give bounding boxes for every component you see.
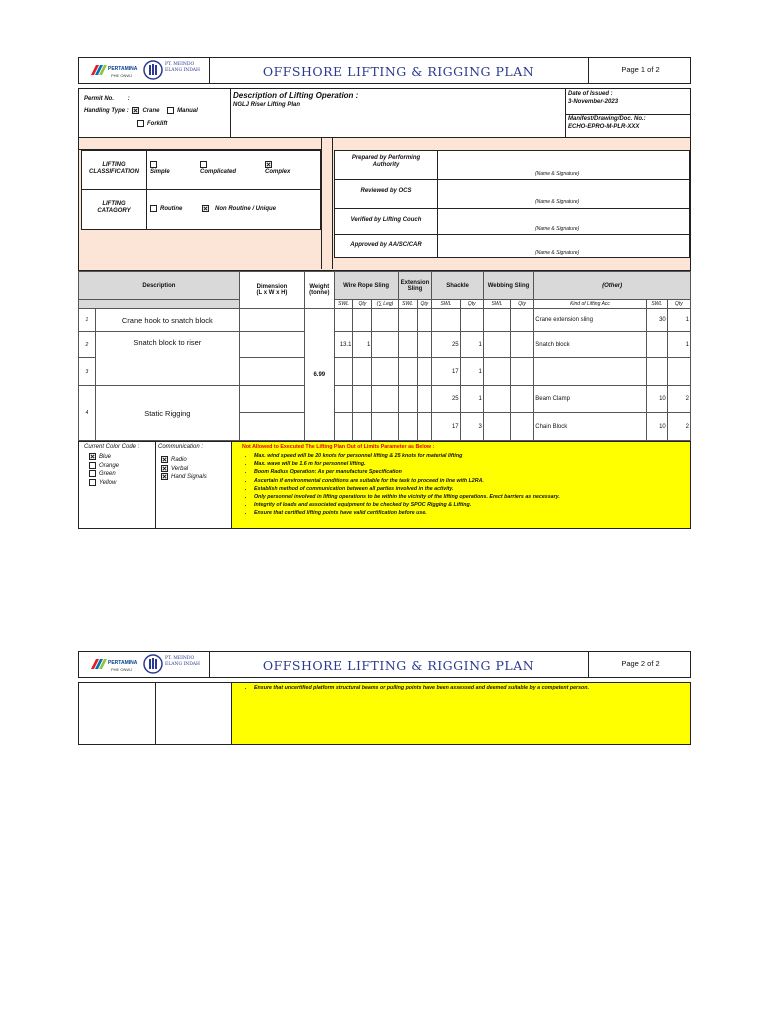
weight-value: 6.99 <box>305 309 334 441</box>
table-row <box>79 332 691 358</box>
page1-header <box>78 57 691 84</box>
wr-qty <box>353 358 372 386</box>
o-swl <box>646 332 667 358</box>
complicated-checkbox[interactable] <box>200 161 207 168</box>
page2-header <box>78 651 691 678</box>
row-no: 3 <box>79 358 96 386</box>
simple-checkbox[interactable] <box>150 161 157 168</box>
sh-qty: 1 <box>460 332 483 358</box>
row-no: 1 <box>79 309 96 332</box>
row-desc: Static Rigging <box>95 386 239 441</box>
complicated-label: Complicated <box>200 168 237 175</box>
manifest-label: Manifest/Drawing/Doc. No.: <box>568 116 646 122</box>
row-desc: Crane hook to snatch block <box>95 309 239 332</box>
logo-area-2 <box>79 652 210 677</box>
ext-qty-head: Qty <box>417 300 432 309</box>
wr-swl <box>334 309 353 332</box>
meindo-logo-icon <box>143 60 163 80</box>
sh-qty: 1 <box>460 358 483 386</box>
logo2-text: PT. MEINDO <box>165 656 195 661</box>
header-dimension: Dimension <box>256 284 288 290</box>
o-swl <box>646 358 667 386</box>
permit-colon: : <box>127 96 130 102</box>
color-blue: Blue <box>99 454 112 461</box>
complex-label: Complex <box>265 168 291 175</box>
lifting-classification-label: LIFTING CLASSIFICATION <box>89 162 139 175</box>
limits-panel <box>232 442 690 528</box>
table-row <box>79 386 691 413</box>
logo1-sub: PHE ONWJ <box>111 73 133 78</box>
lifting-category-label: LIFTING CATAGORY <box>97 201 131 214</box>
routine-checkbox[interactable] <box>150 205 157 212</box>
page2-title: OFFSHORE LIFTING & RIGGING PLAN <box>262 658 535 673</box>
wr-swl: 13.1 <box>334 332 353 358</box>
limit-item: • Max. wave will be 1.6 m for personnel lifting. <box>254 460 704 468</box>
o-qty <box>667 358 690 386</box>
header-webbing: Webbing Sling <box>483 272 533 300</box>
limit-item: • Ensure that uncertified platform structural beams or pulling points have been assessed and deemed suitable by a competent person. <box>254 684 704 692</box>
o-qty: 2 <box>667 386 690 413</box>
approval-approved-sig: (Name & Signature) <box>535 250 580 256</box>
approval-prepared-label: Prepared by Performing Authority <box>351 155 421 168</box>
header-extension: Extension <box>400 279 430 286</box>
crane-label: Crane <box>142 108 160 115</box>
radio-checkbox[interactable] <box>161 456 168 463</box>
approval-verified-label: Verified by Lifting Couch <box>350 217 422 223</box>
o-qty: 1 <box>667 309 690 332</box>
header-weight: Weight <box>309 284 330 290</box>
row-no: 4 <box>79 386 96 441</box>
classification-table <box>81 150 321 230</box>
date-label: Date of Issued : <box>568 91 613 97</box>
page2-limits-block <box>78 682 691 745</box>
logo2-sub: ELANG INDAH <box>165 662 200 667</box>
color-code-label: Current Color Code : <box>84 444 140 450</box>
wr-qty: 1 <box>353 332 372 358</box>
communication-label: Communication : <box>158 444 204 450</box>
limit-item: • Only personnel involved in lifting operations to be within the vicinity of the lifting operations. Erect barriers as necessary. <box>254 493 704 501</box>
header-description: Description <box>79 272 240 300</box>
page1-number: Page 1 of 2 <box>621 65 660 74</box>
kind: Chain Block <box>534 413 647 441</box>
header-weight-sub: (tonne) <box>309 290 330 296</box>
non-routine-checkbox[interactable] <box>202 205 209 212</box>
o-swl-head: SWL <box>646 300 667 309</box>
forklift-checkbox[interactable] <box>137 120 144 127</box>
logo1-text: PERTAMINA <box>108 660 138 666</box>
limit-item: • Integrity of loads and associated equipment to be checked by SPOC Rigging & Lifting. <box>254 501 704 509</box>
o-swl: 30 <box>646 309 667 332</box>
wb-qty-head: Qty <box>511 300 534 309</box>
approval-verified-sig: (Name & Signature) <box>535 226 580 232</box>
meindo-logo-icon <box>143 654 163 674</box>
crane-checkbox[interactable] <box>132 107 139 114</box>
kind <box>534 358 647 386</box>
complex-checkbox[interactable] <box>265 161 272 168</box>
description-value: NGLJ Riser Lifting Plan <box>233 102 301 108</box>
logo-area <box>79 58 210 83</box>
permit-block <box>78 88 691 138</box>
header-dimension-sub: (L x W x H) <box>256 290 288 296</box>
approval-reviewed-sig: (Name & Signature) <box>535 199 580 205</box>
color-green: Green <box>99 471 116 478</box>
orange-checkbox[interactable] <box>89 462 96 469</box>
yellow-checkbox[interactable] <box>89 479 96 486</box>
classification-block <box>78 138 691 271</box>
o-qty-head: Qty <box>667 300 690 309</box>
kind: Crane extension sling <box>534 309 647 332</box>
limits-list <box>232 452 704 518</box>
wr-qty <box>353 413 372 441</box>
kind: Snatch block <box>534 332 647 358</box>
rigging-table <box>78 271 691 441</box>
header-shackle: Shackle <box>432 272 484 300</box>
o-swl: 10 <box>646 413 667 441</box>
routine-label: Routine <box>160 206 183 213</box>
hand-signals-checkbox[interactable] <box>161 473 168 480</box>
color-orange: Orange <box>99 462 120 469</box>
wr-qty <box>353 309 372 332</box>
handling-type-label: Handling Type : <box>84 108 129 115</box>
page1-title: OFFSHORE LIFTING & RIGGING PLAN <box>262 64 535 79</box>
approval-reviewed-label: Reviewed by OCS <box>360 188 412 194</box>
o-qty: 1 <box>667 332 690 358</box>
color-yellow: Yellow <box>99 479 117 486</box>
wr-swl <box>334 413 353 441</box>
sh-swl: 17 <box>432 358 460 386</box>
sh-qty: 3 <box>460 413 483 441</box>
approval-approved-label: Approved by AA/SC/CAR <box>350 242 422 248</box>
page2-limits-panel <box>232 683 690 744</box>
sh-qty <box>460 309 483 332</box>
o-qty: 2 <box>667 413 690 441</box>
header-extension-sub: Sling <box>407 285 423 292</box>
sh-qty: 1 <box>460 386 483 413</box>
comm-verbal: Verbal <box>171 465 189 472</box>
sh-swl: 25 <box>432 332 460 358</box>
limit-item: • Max. wind speed will be 20 knots for personnel lifting & 25 knots for material lifting <box>254 452 704 460</box>
comm-radio: Radio <box>171 457 187 464</box>
limit-item: • Ascertain if environmental conditions are suitable for the task to proceed in line with L2RA. <box>254 477 704 485</box>
wr-swl <box>334 358 353 386</box>
o-swl: 10 <box>646 386 667 413</box>
green-checkbox[interactable] <box>89 470 96 477</box>
pertamina-logo-icon <box>91 659 107 669</box>
sh-swl: 17 <box>432 413 460 441</box>
limit-item: • Ensure that certified lifting points have valid certification before use. <box>254 509 704 517</box>
page2-number: Page 2 of 2 <box>621 659 660 668</box>
limit-item: • Establish method of communication between all parties involved in the activity. <box>254 485 704 493</box>
legend-block <box>78 441 691 529</box>
manifest-value: ECHO-EPRO-M-PLR-XXX <box>568 124 640 130</box>
blue-checkbox[interactable] <box>89 453 96 460</box>
sh-swl <box>432 309 460 332</box>
permit-label: Permit No. <box>84 96 115 102</box>
header-other: (Other) <box>534 272 691 300</box>
date-value: 3-November-2023 <box>568 99 619 105</box>
simple-label: Simple <box>150 168 170 175</box>
row-no: 2 <box>79 332 96 358</box>
description-label: Description of Lifting Operation : <box>233 91 359 100</box>
manual-label: Manual <box>177 108 198 115</box>
wr-swl <box>334 386 353 413</box>
logo1-text: PERTAMINA <box>108 66 138 72</box>
sh-qty-head: Qty <box>460 300 483 309</box>
wr-swl-head: SWL <box>334 300 353 309</box>
limit-item: • Boom Radius Operation: As per manufacture Specification <box>254 468 704 476</box>
verbal-checkbox[interactable] <box>161 465 168 472</box>
row-desc: Snatch block to riser <box>95 332 239 386</box>
ext-swl-head: SWL <box>398 300 417 309</box>
manual-checkbox[interactable] <box>167 107 174 114</box>
wr-qty <box>353 386 372 413</box>
approval-prepared-sig: (Name & Signature) <box>535 171 580 177</box>
page2-limits-list <box>232 684 704 692</box>
pertamina-logo-icon <box>91 65 107 75</box>
forklift-label: Forklift <box>147 121 168 128</box>
kind-head: Kind of Lifting Acc <box>534 300 647 309</box>
logo1-sub: PHE ONWJ <box>111 667 133 672</box>
logo2-sub: ELANG INDAH <box>165 68 200 73</box>
comm-hand-signals: Hand Signals <box>171 474 207 481</box>
kind: Beam Clamp <box>534 386 647 413</box>
wb-swl-head: SWL <box>483 300 510 309</box>
wr-leg-head: (∑ Leg) <box>372 300 398 309</box>
sh-swl-head: SWL <box>432 300 460 309</box>
wr-qty-head: Qty <box>353 300 372 309</box>
table-row <box>79 309 691 332</box>
limits-heading: Not Allowed to Executed The Lifting Plan Out of Limits Parameter as Below : <box>242 444 435 450</box>
header-wire-rope: Wire Rope Sling <box>334 272 398 300</box>
logo2-text: PT. MEINDO <box>165 62 195 67</box>
sh-swl: 25 <box>432 386 460 413</box>
approvals-table <box>334 150 690 258</box>
non-routine-label: Non Routine / Unique <box>215 206 276 213</box>
